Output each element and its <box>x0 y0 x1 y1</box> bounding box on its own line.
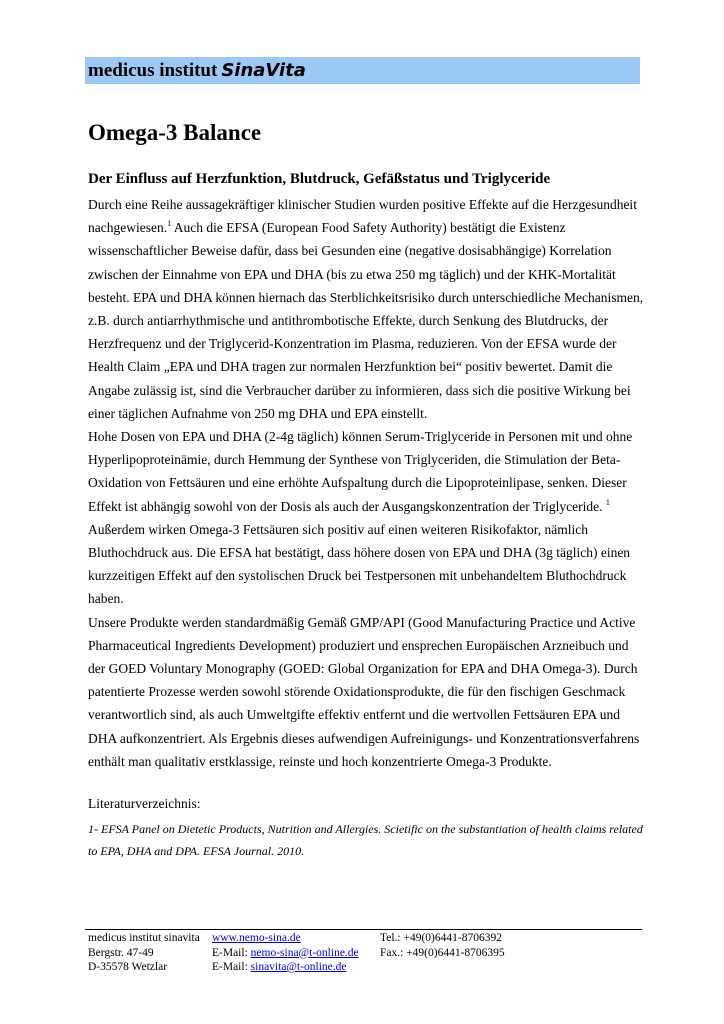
footer-contact <box>212 931 359 975</box>
paragraph-2 <box>88 425 648 518</box>
body-text <box>88 193 648 773</box>
header-band <box>85 57 640 84</box>
email-label: E-Mail: <box>212 961 251 973</box>
paragraph-2-text: Hohe Dosen von EPA und DHA (2-4g täglich) können Serum-Triglyceride in Personen mit und ohne Hyperlipoproteinämie, durch Hemmung der Synthese von Triglyceriden, die Stimulation der Beta-Oxidation von Fettsäuren und eine erhöhte Aufspaltung durch die Lipoproteinlipase, senken. Dieser Effekt ist abhängig sowohl von der Dosis als auch der Ausgangskonzentration der Triglyceride. <box>88 429 633 514</box>
header-institute-name: medicus institut <box>88 60 218 81</box>
email-link-sinavita[interactable]: sinavita@t-online.de <box>250 961 347 973</box>
footer-divider <box>85 929 642 930</box>
fax: Fax.: +49(0)6441-8706395 <box>380 946 505 959</box>
paragraph-3: Außerdem wirken Omega-3 Fettsäuren sich positiv auf einen weiteren Risikofaktor, nämlich Bluthochdruck aus. Die EFSA hat bestätigt, dass höhere dosen von EPA und DHA (3g täglich) einen kurzzeitigen Effekt auf den systolischen Druck bei Testpersonen mit unbehandeltem Bluthochdruck haben. <box>88 521 631 607</box>
footnote-ref: 1 <box>167 219 172 229</box>
website-link[interactable]: www.nemo-sina.de <box>212 932 301 944</box>
section-subtitle: Der Einfluss auf Herzfunktion, Blutdruck, Gefäßstatus und Triglyceride <box>88 171 551 187</box>
footnote-ref: 1 <box>605 497 610 507</box>
literature-heading: Literaturverzeichnis: <box>88 796 201 811</box>
footer-address <box>88 931 200 975</box>
paragraph-1 <box>88 193 648 425</box>
footer-street: Bergstr. 47-49 <box>88 946 154 959</box>
paragraph-1-part-a: Durch eine Reihe aussagekräftiger klinischer Studien wurden positive Effekte auf die Herzgesundheit nachgewiesen. <box>88 197 637 236</box>
paragraph-4: Unsere Produkte werden standardmäßig Gemäß GMP/API (Good Manufacturing Practice und Active Pharmaceutical Ingredients Development) produziert und ensprechen Europäischen Arzneibuch und der GOED Voluntary Monography (GOED: Global Organization for EPA and DHA Omega-3). Durch patentierte Prozesse werden sowohl störende Oxidationsprodukte, die für den fischigen Geschmack verantwortlich sind, als auch Umweltgifte effektiv entfernt und die wertvollen Fettsäuren EPA und DHA aufkonzentriert. Als Ergebnis dieses aufwendigen Aufreinigungs- und Konzentrationsverfahrens enthält man qualitativ erstklassige, reinste und hoch konzentrierte Omega-3 Produkte. <box>88 614 640 769</box>
footer-company: medicus institut sinavita <box>88 932 200 944</box>
footer-city: D-35578 Wetzlar <box>88 961 168 973</box>
email-link-nemo[interactable]: nemo-sina@t-online.de <box>250 946 359 959</box>
email-label: E-Mail: <box>212 946 251 959</box>
telephone: Tel.: +49(0)6441-8706392 <box>380 932 502 944</box>
page-title: Omega-3 Balance <box>88 120 262 145</box>
header-brand: SinaVita <box>221 60 306 81</box>
footer-phone <box>380 931 505 960</box>
literature-entry: 1- EFSA Panel on Dietetic Products, Nutrition and Allergies. Scietific on the substantiation of health claims related to EPA, DHA and DPA. EFSA Journal. 2010. <box>88 822 643 858</box>
paragraph-1-part-b: Auch die EFSA (European Food Safety Authority) bestätigt die Existenz wissenschaftlicher Beweise dafür, dass bei Gesunden eine (negative dosisabhängige) Korrelation zwischen der Einnahme von EPA und DHA (bis zu etwa 250 mg täglich) und der KHK-Mortalität besteht. EPA und DHA können hiernach das Sterblichkeitsrisiko durch unterschiedliche Mechanismen, z.B. durch antiarrhythmische und antithrombotische Effekte, durch Senkung des Blutdrucks, der Herzfrequenz und der Triglycerid-Konzentration im Plasma, reduzieren. Von der EFSA wurde der Health Claim „EPA und DHA tragen zur normalen Herzfunktion bei“ positiv bewertet. Damit die Angabe zulässig ist, sind die Verbraucher darüber zu informieren, dass sich die positive Wirkung bei einer täglichen Aufnahme von 250 mg DHA und EPA einstellt. <box>88 220 644 421</box>
header-institute <box>88 60 306 82</box>
